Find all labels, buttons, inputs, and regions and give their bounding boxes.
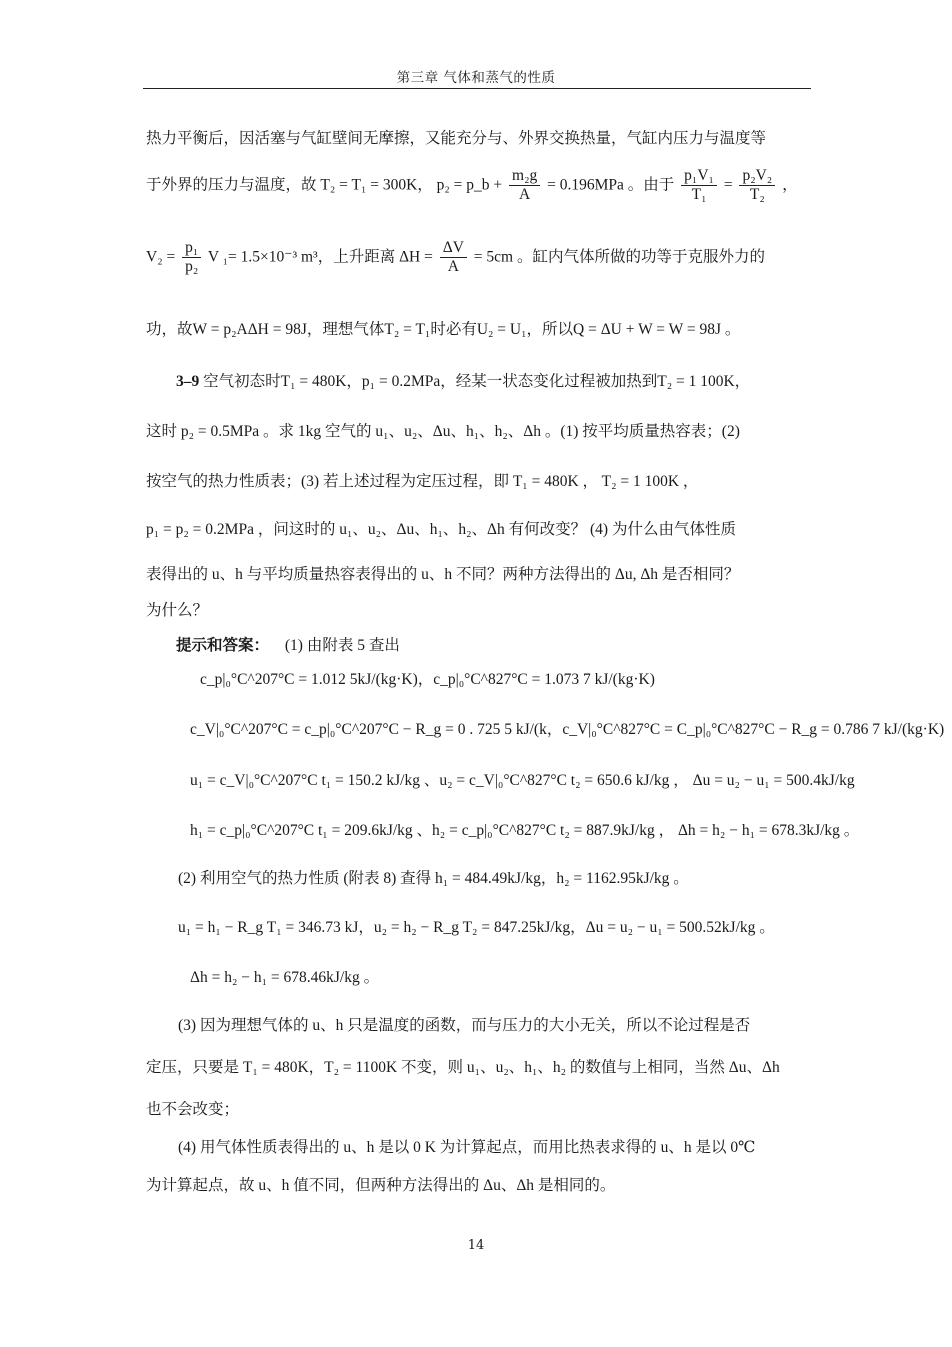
formula-span: = 5cm 。缸内气体所做的功等于克服外力的 <box>473 248 765 266</box>
fraction-denominator: T₂ <box>749 186 765 204</box>
text-line: p₁ = p₂ = 0.2MPa ，问这时的 u₁、u₂、Δu、h₁、h₂、Δh 有何改变？ (4) 为什么由气体性质 <box>146 521 736 538</box>
formula-span: ， <box>782 176 798 194</box>
fraction-numerator: p₁ <box>182 240 201 258</box>
text-line: 按空气的热力性质表；(3) 若上述过程为定压过程，即 T₁ = 480K ， T₂ = 1 100K ， <box>146 473 699 490</box>
chapter-header: 第三章 气体和蒸气的性质 <box>396 70 556 86</box>
text-line: (3) 因为理想气体的 u、h 只是温度的函数，而与压力的大小无关，所以不论过程是否 <box>178 1017 751 1034</box>
fraction-numerator: ΔV <box>440 240 467 258</box>
formula-line: c_V|₀°C^207°C = c_p|₀°C^207°C − R_g = 0 . 725 5 kJ/(k，c_V|₀°C^827°C = C_p|₀°C^827°C − R_g = 0.786 7 kJ/(kg·K) <box>190 721 945 738</box>
formula-span: = <box>723 176 733 194</box>
formula-line <box>146 168 952 204</box>
fraction-numerator: p₂V₂ <box>739 168 775 186</box>
fraction <box>681 168 717 204</box>
formula-line: c_p|₀°C^207°C = 1.012 5kJ/(kg·K)，c_p|₀°C^827°C = 1.073 7 kJ/(kg·K) <box>200 671 655 688</box>
fraction-numerator: p₁V₁ <box>681 168 717 186</box>
fraction-denominator: A <box>447 258 459 276</box>
answer-heading-line <box>176 633 952 655</box>
text-line: (4) 用气体性质表得出的 u、h 是以 0 K 为计算起点，而用比热表求得的 u、h 是以 0℃ <box>178 1139 756 1156</box>
formula-line: h₁ = c_p|₀°C^207°C t₁ = 209.6kJ/kg 、h₂ = c_p|₀°C^827°C t₂ = 887.9kJ/kg ， Δh = h₂ − h₁ = 678.3kJ/kg 。 <box>190 822 860 839</box>
text-line: 表得出的 u、h 与平均质量热容表得出的 u、h 不同？两种方法得出的 Δu, Δh 是否相同？ <box>146 566 740 583</box>
fraction <box>509 168 540 204</box>
fraction <box>739 168 775 204</box>
formula-line <box>146 240 952 276</box>
fraction-numerator: m₂g <box>509 168 540 186</box>
formula-span: = 0.196MPa 。由于 <box>547 176 675 194</box>
text-line: 功，故W = p₂AΔH = 98J，理想气体T₂ = T₁时必有U₂ = U₁，所以Q = ΔU + W = W = 98J 。 <box>146 321 741 338</box>
text-span: 空气初态时T₁ = 480K，p₁ = 0.2MPa，经某一状态变化过程被加热到T₂ = 1 100K， <box>203 373 751 390</box>
text-line: 为什么？ <box>146 602 209 619</box>
formula-line: u₁ = h₁ − R_g T₁ = 346.73 kJ，u₂ = h₂ − R_g T₂ = 847.25kJ/kg，Δu = u₂ − u₁ = 500.52kJ/kg 。 <box>178 919 775 936</box>
fraction-denominator: A <box>519 186 531 204</box>
text-line: 为计算起点，故 u、h 值不同，但两种方法得出的 Δu、Δh 是相同的。 <box>146 1177 616 1194</box>
formula-span: ΔH = <box>399 248 433 266</box>
formula-span: V₂ = <box>146 248 176 266</box>
text-span: 于外界的压力与温度，故 <box>146 176 317 194</box>
fraction-denominator: p₂ <box>185 258 199 276</box>
formula-line: u₁ = c_V|₀°C^207°C t₁ = 150.2 kJ/kg 、u₂ = c_V|₀°C^827°C t₂ = 650.6 kJ/kg ， Δu = u₂ − u₁ = 500.4kJ/kg <box>190 772 855 789</box>
fraction <box>440 240 467 276</box>
formula-span: T₂ = T₁ = 300K， <box>320 176 433 194</box>
fraction-denominator: T₁ <box>691 186 707 204</box>
formula-line: Δh = h₂ − h₁ = 678.46kJ/kg 。 <box>190 969 380 986</box>
fraction <box>182 240 201 276</box>
text-line: 也不会改变； <box>146 1101 240 1118</box>
text-line: (2) 利用空气的热力性质 (附表 8) 查得 h₁ = 484.49kJ/kg，h₂ = 1162.95kJ/kg 。 <box>178 870 689 887</box>
header-rule <box>143 88 811 89</box>
problem-line <box>176 369 952 391</box>
answer-label: 提示和答案： <box>176 637 270 654</box>
page-number: 14 <box>467 1238 485 1253</box>
text-line: 这时 p₂ = 0.5MPa 。求 1kg 空气的 u₁、u₂、Δu、h₁、h₂、Δh 。(1) 按平均质量热容表；(2) <box>146 423 740 440</box>
text-span: (1) 由附表 5 查出 <box>284 637 400 654</box>
text-line: 热力平衡后，因活塞与气缸壁间无摩擦，又能充分与、外界交换热量，气缸内压力与温度等 <box>146 129 767 147</box>
formula-span: p₂ = p_b + <box>436 176 503 194</box>
text-line: 定压，只要是 T₁ = 480K，T₂ = 1100K 不变，则 u₁、u₂、h₁、h₂ 的数值与上相同，当然 Δu、Δh <box>146 1059 780 1076</box>
problem-number: 3–9 <box>176 373 200 390</box>
formula-span: V ₁= 1.5×10⁻³ m³，上升距离 <box>207 248 396 266</box>
